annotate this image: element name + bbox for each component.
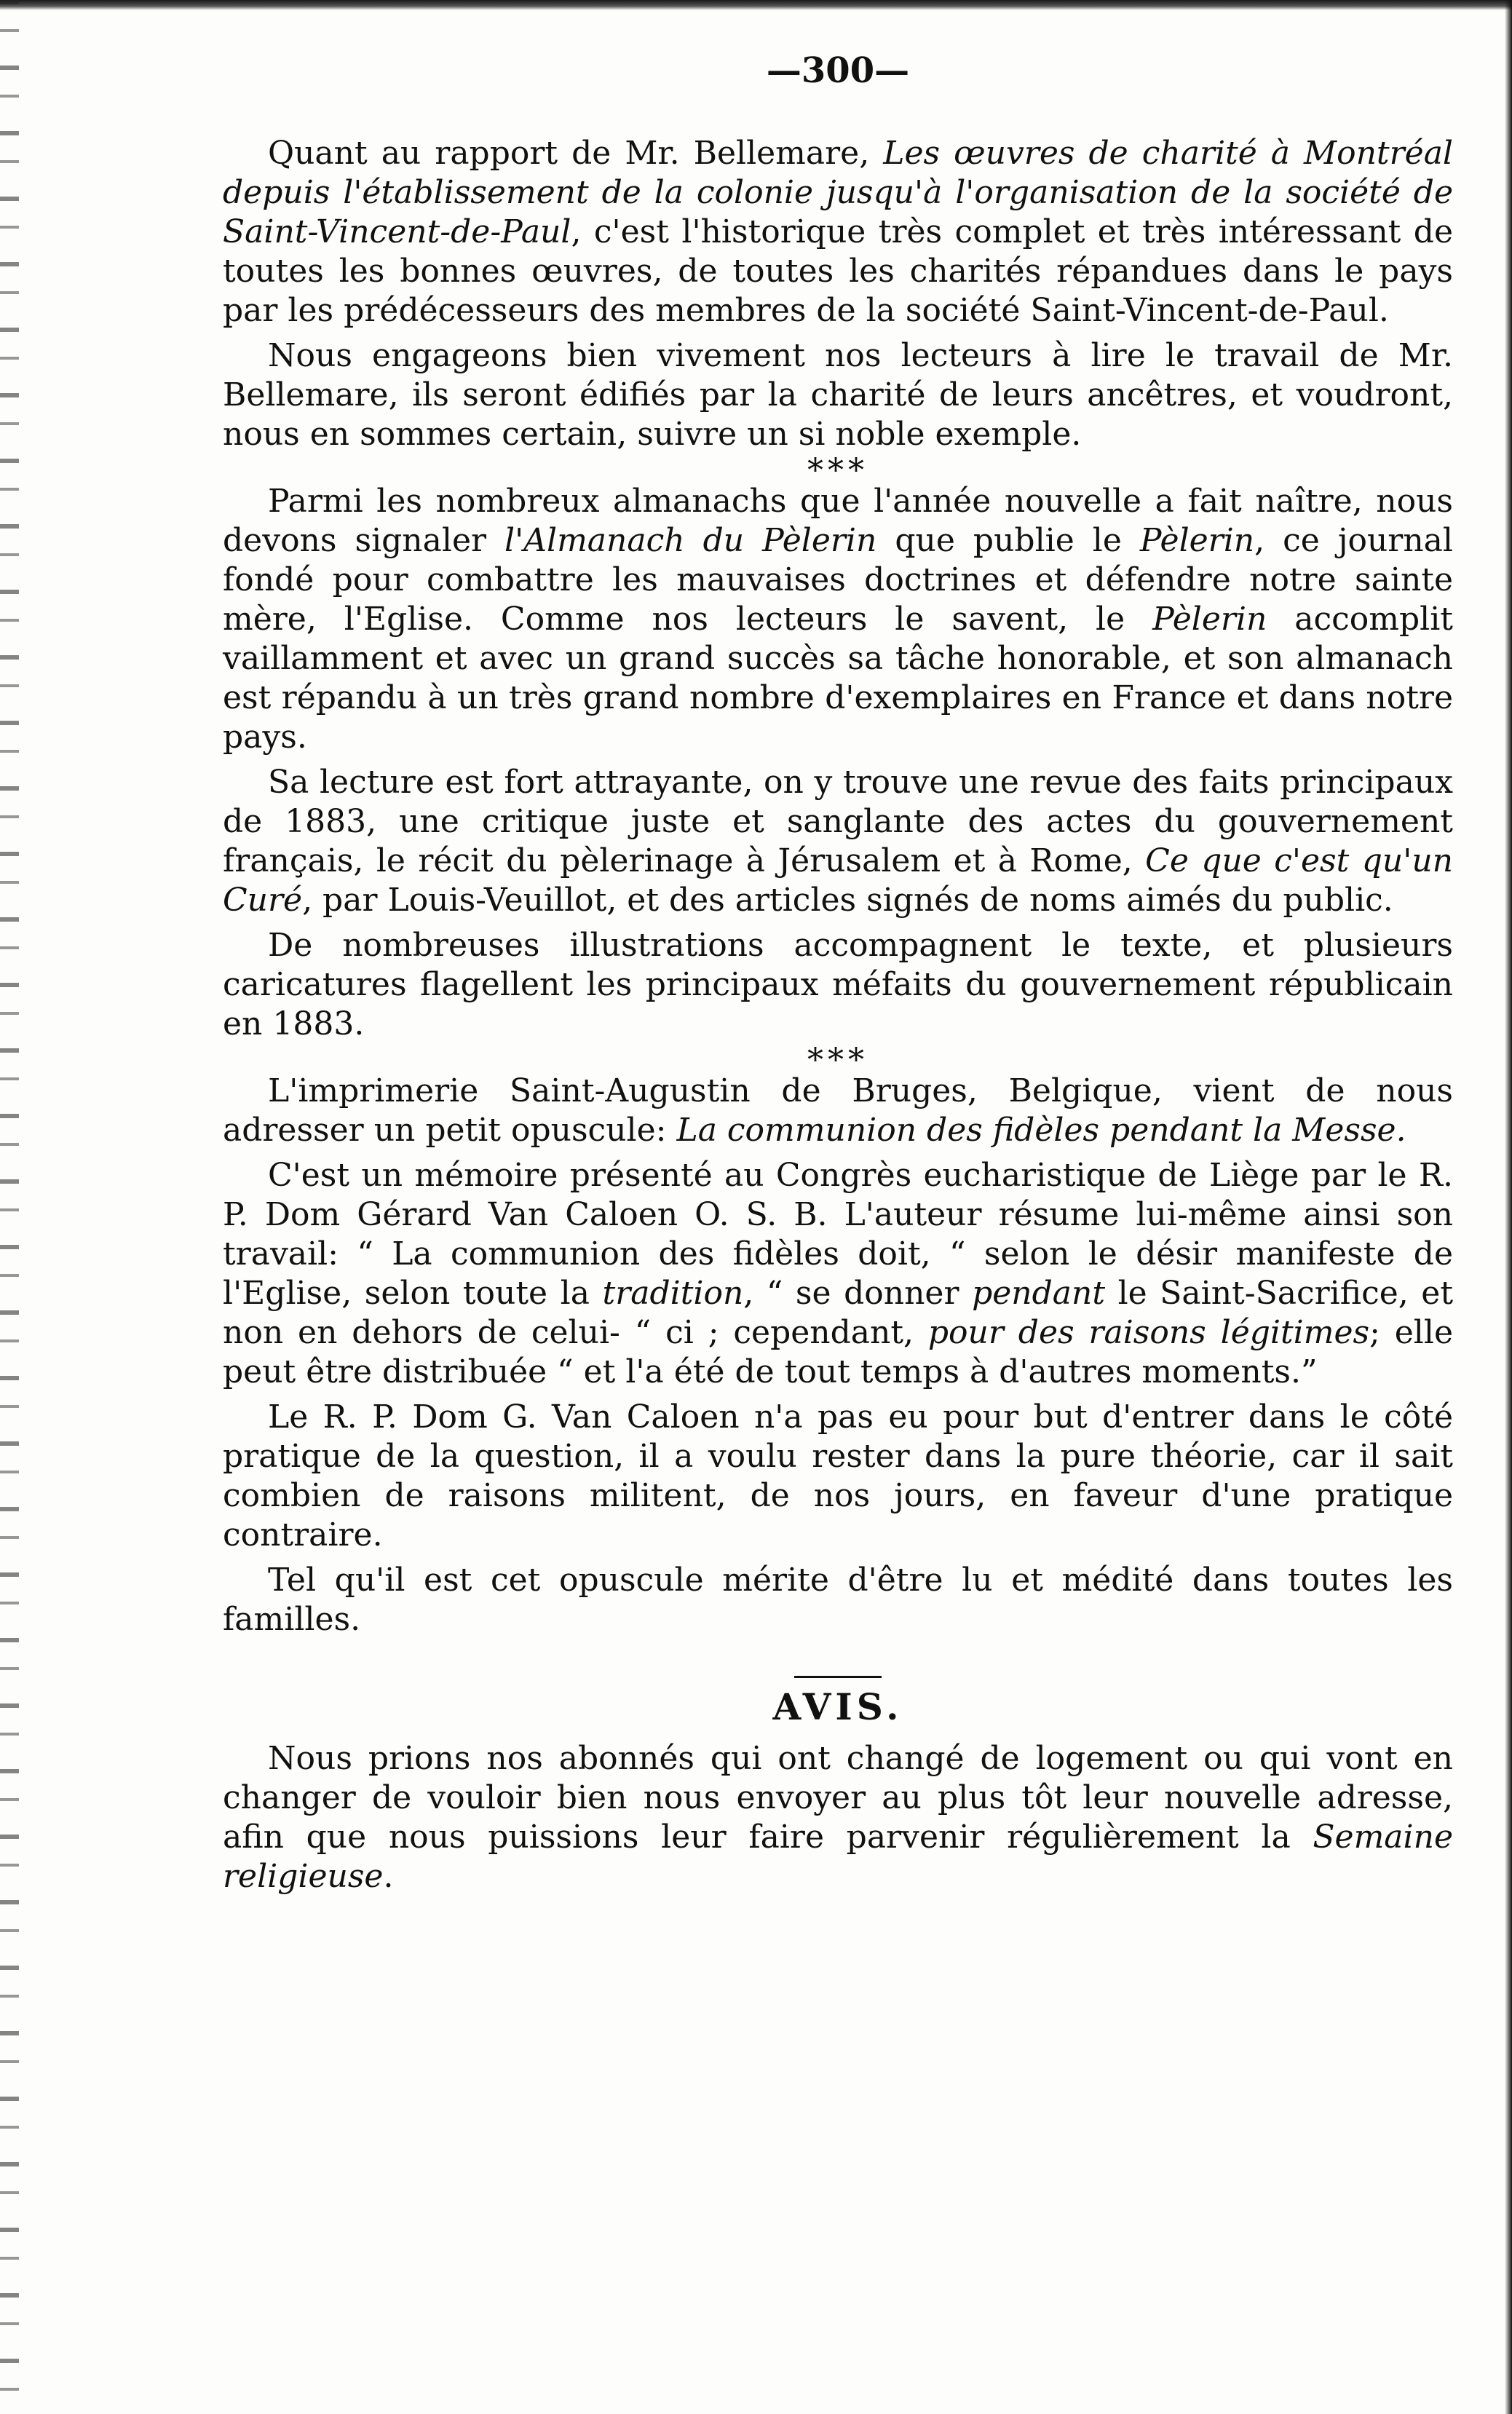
text-run: le Saint-Sacrifice, et non en dehors de celui- “ ci ; cependant, xyxy=(223,1275,1454,1351)
paragraph xyxy=(223,1156,1453,1392)
italic-title: pour des raisons légitimes xyxy=(927,1314,1370,1351)
notice-paragraph xyxy=(223,1739,1453,1896)
text-run: L'imprimerie Saint-Augustin de Bruges, Belgique, vient de nous adresser un petit opuscule: xyxy=(223,1072,1453,1149)
text-run: Nous prions nos abonnés qui ont changé de logement ou qui vont en changer de vouloir bien nous envoyer au plus tôt leur nouvelle adresse, afin que nous puissions leur faire parvenir régulièrement la xyxy=(223,1740,1453,1856)
scan-edge-left xyxy=(0,0,19,2414)
section-rapport-bellemare xyxy=(223,134,1453,454)
section-separator: *** xyxy=(807,1042,868,1079)
text-run: Tel qu'il est cet opuscule mérite d'être lu et médité dans toutes les familles. xyxy=(223,1562,1453,1638)
paragraph xyxy=(223,763,1453,920)
section-almanach-pelerin xyxy=(223,482,1453,1044)
text-run: C'est un mémoire présenté au Congrès eucharistique de Liège par le R. P. Dom Gérard Van Caloen O. S. B. L'auteur résume lui-même ainsi son travail: “ La communion des fidèles doit, “ selon le désir manifeste de l'Eglise, selon toute la xyxy=(223,1157,1453,1312)
paragraph xyxy=(223,926,1453,1044)
paragraph xyxy=(223,336,1453,454)
scan-edge-right xyxy=(1505,0,1512,2414)
italic-title: pendant xyxy=(972,1275,1106,1312)
text-run: Quant au rapport de Mr. Bellemare, xyxy=(268,135,884,172)
section-separator: *** xyxy=(807,452,868,489)
scan-edge-top xyxy=(0,0,1512,10)
italic-title: La communion des fidèles pendant la Messe. xyxy=(676,1112,1406,1149)
italic-title: Semaine religieuse xyxy=(223,1819,1453,1895)
text-run: , par Louis-Veuillot, et des articles signés de noms aimés du public. xyxy=(302,882,1393,919)
section-opuscule-communion xyxy=(223,1072,1453,1639)
paragraph xyxy=(223,482,1453,757)
italic-title: Les œuvres de charité à Montréal depuis l'établissement de la colonie jusqu'à l'organisation de la société de Saint-Vincent-de-Paul xyxy=(223,135,1453,250)
paragraph xyxy=(223,134,1453,331)
text-run: Parmi les nombreux almanachs que l'année nouvelle a fait naître, nous devons signaler xyxy=(223,483,1453,559)
italic-title: tradition xyxy=(602,1275,744,1312)
page-number: —300— xyxy=(766,50,910,91)
text-run: Nous engageons bien vivement nos lecteurs à lire le travail de Mr. Bellemare, ils seront édifiés par la charité de leurs ancêtres, et voudront, nous en sommes certain, suivre un si noble exemple. xyxy=(223,337,1453,453)
notice-rule xyxy=(794,1676,882,1678)
paragraph xyxy=(223,1072,1453,1150)
notice-heading: AVIS. xyxy=(772,1685,903,1728)
text-run: Sa lecture est fort attrayante, on y trouve une revue des faits principaux de 1883, une critique juste et sanglante des actes du gouvernement français, le récit du pèlerinage à Jérusalem et à Rome, xyxy=(223,764,1453,879)
italic-title: l'Almanach du Pèlerin xyxy=(504,522,877,559)
italic-title: Ce que c'est qu'un Curé xyxy=(223,842,1454,919)
italic-title: Pèlerin xyxy=(1152,601,1267,638)
paragraph xyxy=(223,1398,1453,1555)
text-run: , ce journal fondé pour combattre les mauvaises doctrines et défendre notre sainte mère, l'Eglise. Comme nos lecteurs le savent, le xyxy=(223,522,1453,638)
text-run: ; elle peut être distribuée “ et l'a été de tout temps à d'autres moments.” xyxy=(223,1314,1453,1390)
text-run: De nombreuses illustrations accompagnent le texte, et plusieurs caricatures flagellent les principaux méfaits du gouvernement républicain en 1883. xyxy=(223,927,1453,1042)
text-run: accomplit vaillamment et avec un grand succès sa tâche honorable, et son almanach est répandu à un très grand nombre d'exemplaires en France et dans notre pays. xyxy=(223,601,1453,756)
text-run: , “ se donner xyxy=(743,1275,973,1312)
text-run: que publie le xyxy=(876,522,1140,559)
text-run: , c'est l'historique très complet et très intéressant de toutes les bonnes œuvres, de toutes les charités répandues dans le pays par les prédécesseurs des membres de la société Saint-Vincent-de-Paul. xyxy=(223,213,1453,329)
italic-title: Pèlerin xyxy=(1139,522,1255,559)
paragraph xyxy=(223,1561,1453,1639)
page-content xyxy=(223,51,1453,1896)
text-run: . xyxy=(383,1858,394,1895)
text-run: Le R. P. Dom G. Van Caloen n'a pas eu pour but d'entrer dans le côté pratique de la question, il a voulu rester dans la pure théorie, car il sait combien de raisons militent, de nos jours, en faveur d'une pratique contraire. xyxy=(223,1398,1453,1554)
